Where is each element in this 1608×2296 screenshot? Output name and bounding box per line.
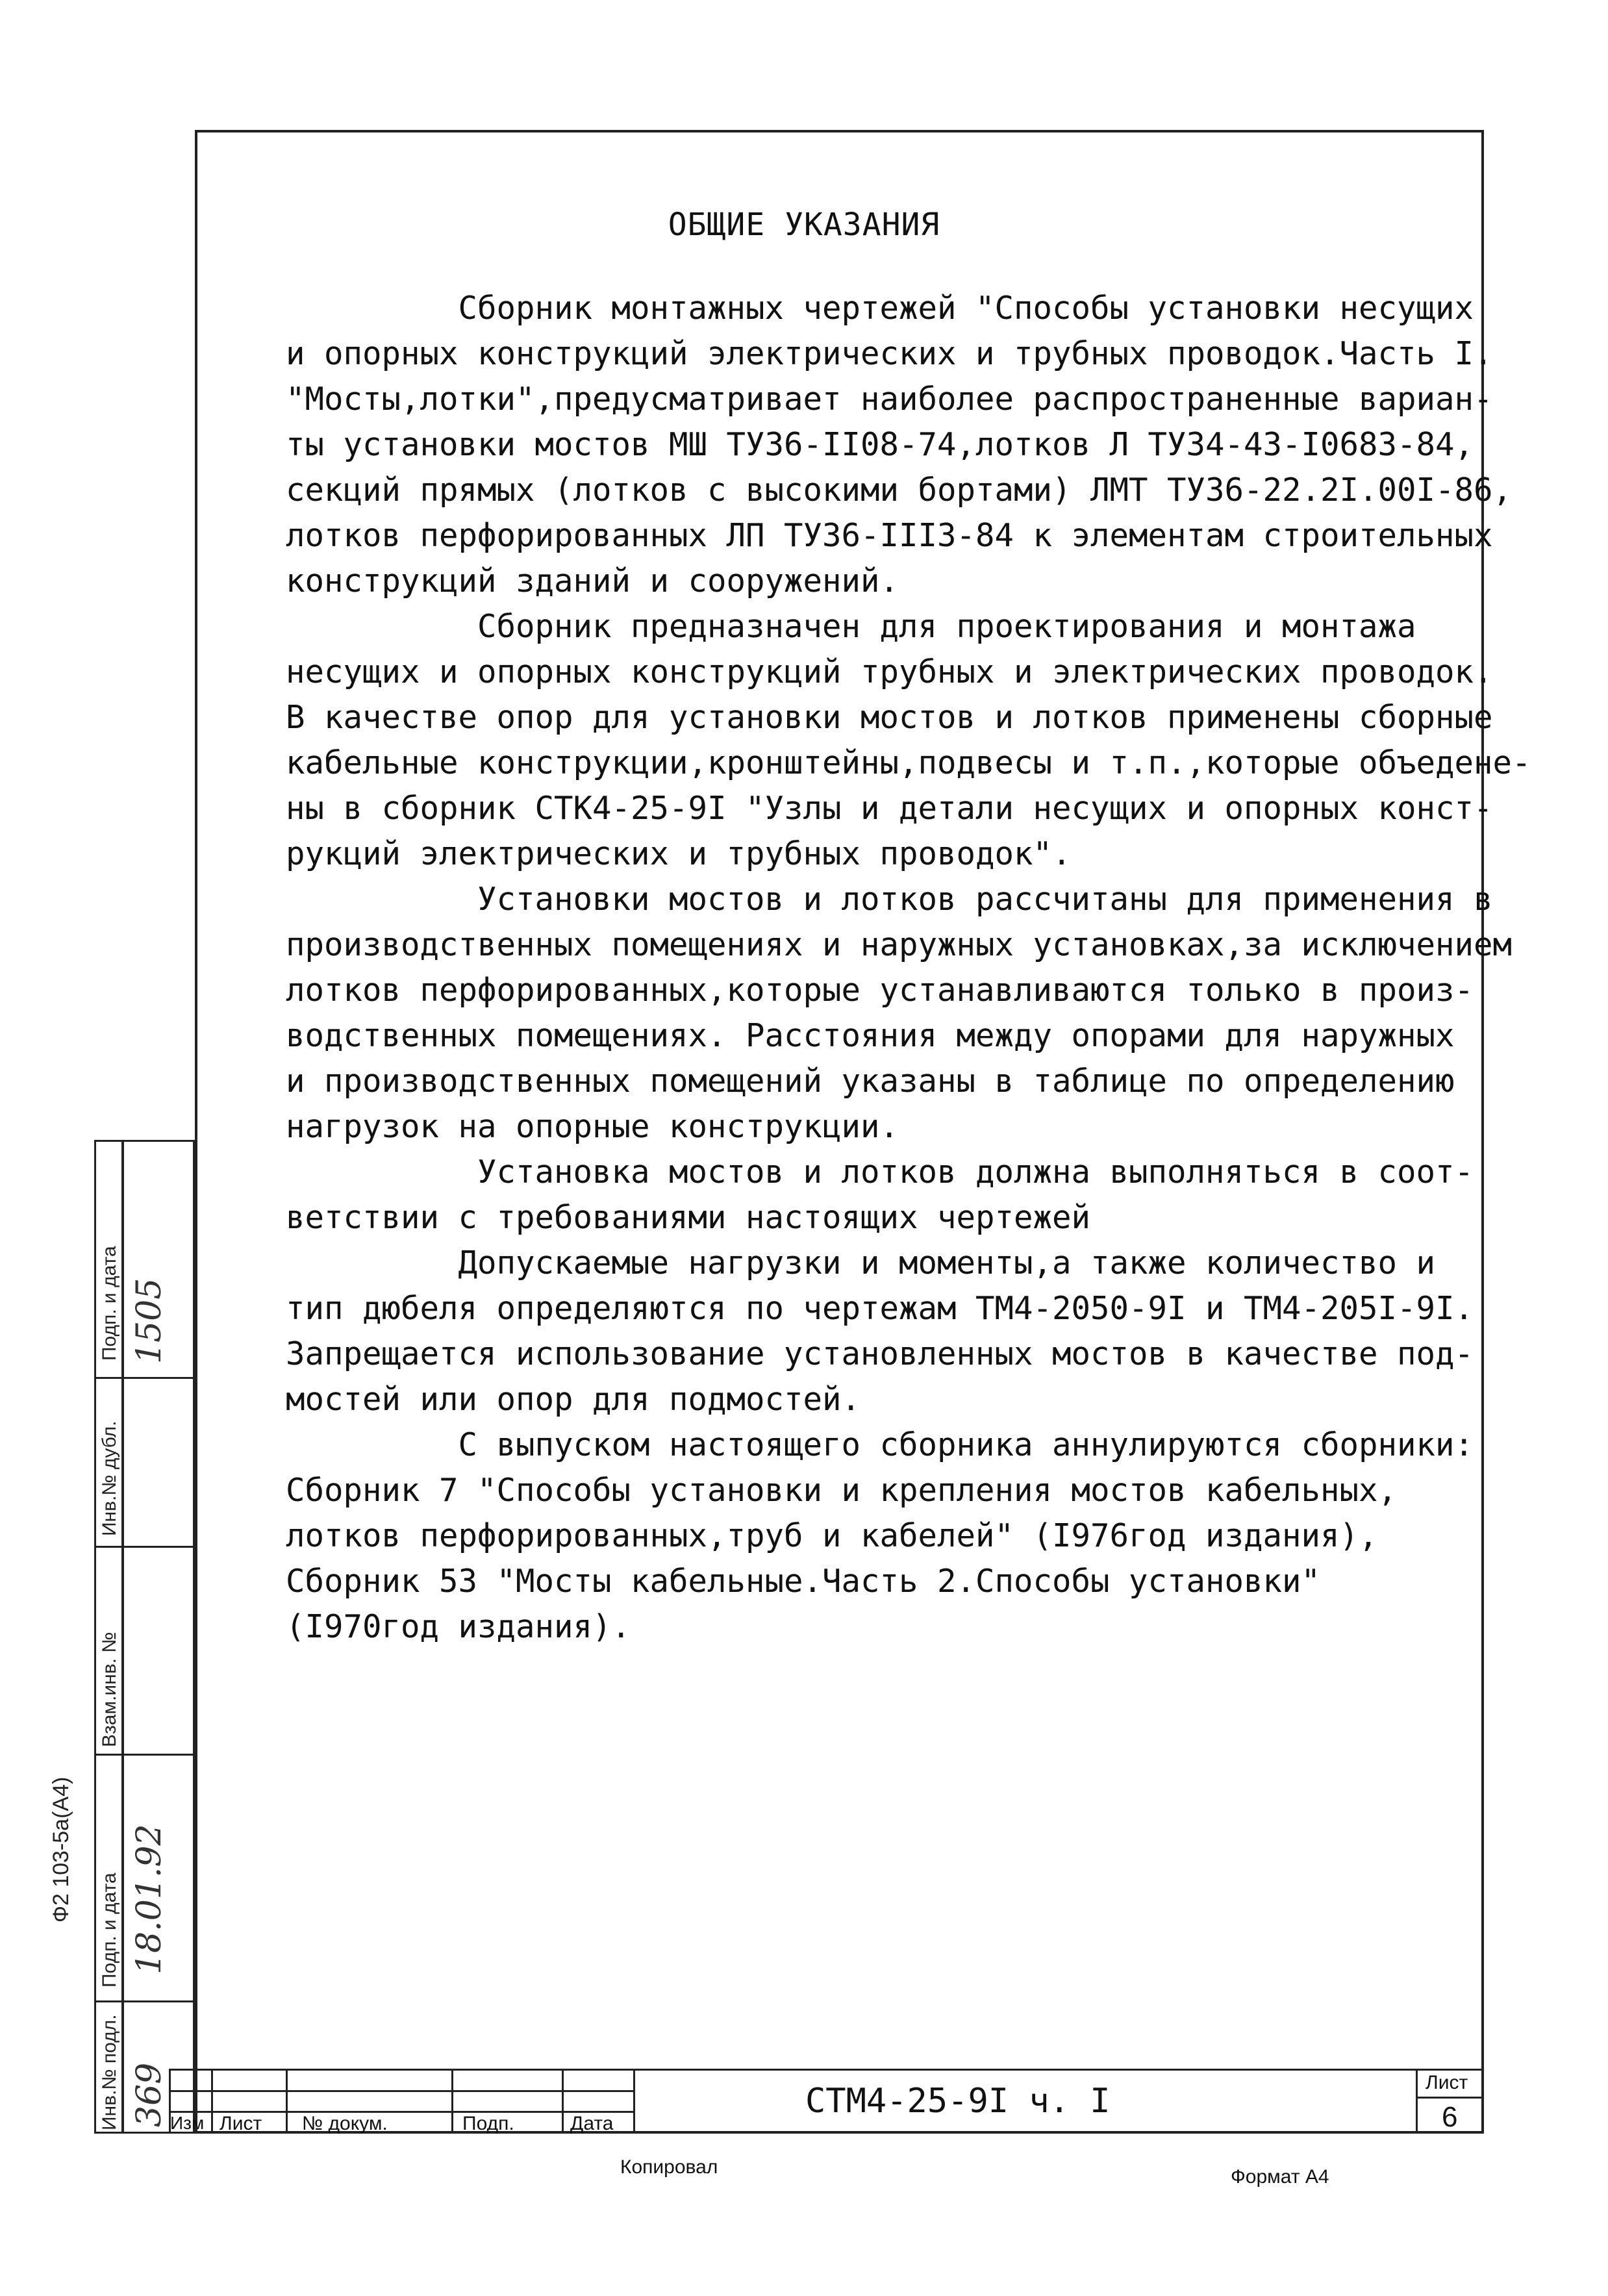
side-label-original-inv: Инв.№ подл.	[99, 2014, 120, 2130]
body-line: "Мосты,лотки",предусматривает наиболее распространенные вариан-	[286, 381, 1493, 418]
body-line: Сборник монтажных чертежей "Способы установки несущих	[286, 290, 1474, 327]
side-label-duplicate-inv: Инв.№ дубл.	[99, 1420, 120, 1536]
body-line: лотков перфорированных,труб и кабелей" (I976год издания),	[286, 1517, 1378, 1554]
sheet-label: Лист	[1426, 2072, 1468, 2093]
side-label-sign-date-bottom: Подп. и дата	[99, 1873, 120, 1987]
body-line: и опорных конструкций электрических и трубных проводок.Часть I.	[286, 335, 1493, 372]
body-text	[286, 286, 1531, 1650]
side-stamp-divider	[94, 1546, 195, 1548]
title-block-col-line	[286, 2069, 288, 2134]
body-line: (I970год издания).	[286, 1608, 631, 1645]
side-label-replacement-inv: Взам.инв. №	[99, 1632, 120, 1747]
body-line: мостей или опор для подмостей.	[286, 1381, 861, 1418]
body-line: ны в сборник СТК4-25-9I "Узлы и детали несущих и опорных конст-	[286, 790, 1493, 827]
body-line: В качестве опор для установки мостов и лотков применены сборные	[286, 699, 1493, 736]
col-sheet: Лист	[220, 2113, 262, 2134]
title-block-row-line	[1416, 2097, 1484, 2099]
title-block-col-line	[633, 2069, 635, 2134]
col-date: Дата	[570, 2113, 614, 2134]
body-line: нагрузок на опорные конструкции.	[286, 1108, 899, 1145]
body-line: ты установки мостов МШ ТУ36-II08-74,лотков Л ТУ34-43-I0683-84,	[286, 426, 1474, 463]
body-line: Сборник предназначен для проектирования и монтажа	[286, 608, 1416, 645]
body-line: секций прямых (лотков с высокими бортами) ЛМТ ТУ36-22.2I.00I-86,	[286, 472, 1513, 509]
side-stamp-divider	[94, 1377, 195, 1379]
body-line: тип дюбеля определяются по чертежам ТМ4-2050-9I и ТМ4-205I-9I.	[286, 1290, 1474, 1327]
body-line: конструкций зданий и сооружений.	[286, 562, 899, 599]
body-line: и производственных помещений указаны в таблице по определению	[286, 1063, 1455, 1100]
title-block-col-line	[562, 2069, 564, 2134]
body-line: Запрещается использование установленных мостов в качестве под-	[286, 1335, 1474, 1372]
col-signature: Подп.	[462, 2113, 514, 2134]
title-block-col-line	[211, 2069, 213, 2134]
copied-by-label: Копировал	[620, 2156, 718, 2178]
page-title: ОБЩИЕ УКАЗАНИЯ	[668, 207, 940, 243]
title-block-col-line	[451, 2069, 453, 2134]
sheet-number: 6	[1442, 2101, 1458, 2133]
title-block-col-line	[1416, 2069, 1418, 2134]
body-line: несущих и опорных конструкций трубных и электрических проводок.	[286, 653, 1493, 690]
body-line: производственных помещениях и наружных установках,за исключением	[286, 926, 1513, 963]
body-line: Сборник 53 "Мосты кабельные.Часть 2.Способы установки"	[286, 1563, 1321, 1600]
side-label-sign-date-top: Подп. и дата	[99, 1246, 120, 1361]
body-line: лотков перфорированных,которые устанавливаются только в произ-	[286, 972, 1474, 1009]
paper-format-label: Формат А4	[1231, 2166, 1329, 2188]
body-line: Установки мостов и лотков рассчитаны для применения в	[286, 881, 1493, 918]
handwritten-date: 18.01.92	[130, 1824, 169, 1974]
body-line: рукций электрических и трубных проводок".	[286, 835, 1072, 872]
body-line: ветствии с требованиями настоящих чертежей	[286, 1199, 1091, 1236]
handwritten-inv-number: 369	[130, 2062, 169, 2127]
body-line: Установка мостов и лотков должна выполняться в соот-	[286, 1154, 1474, 1191]
body-line: Сборник 7 "Способы установки и крепления мостов кабельных,	[286, 1472, 1398, 1509]
handwritten-note-top: 1505	[130, 1278, 169, 1364]
body-line: водственных помещениях. Расстояния между опорами для наружных	[286, 1017, 1455, 1054]
side-stamp-divider	[94, 1754, 195, 1756]
side-stamp-divider	[94, 2000, 195, 2002]
col-document-number: № докум.	[302, 2113, 388, 2134]
body-line: лотков перфорированных ЛП ТУ36-III3-84 к элементам строительных	[286, 517, 1493, 554]
body-line: Допускаемые нагрузки и моменты,а также количество и	[286, 1244, 1436, 1281]
col-change: Изм	[170, 2113, 205, 2133]
document-code: СТМ4-25-9I ч. I	[805, 2082, 1111, 2121]
body-line: С выпуском настоящего сборника аннулируются сборники:	[286, 1426, 1474, 1463]
body-line: кабельные конструкции,кронштейны,подвесы и т.п.,которые объедене-	[286, 744, 1531, 781]
form-code: Ф2 103-5а(А4)	[49, 1776, 73, 1923]
